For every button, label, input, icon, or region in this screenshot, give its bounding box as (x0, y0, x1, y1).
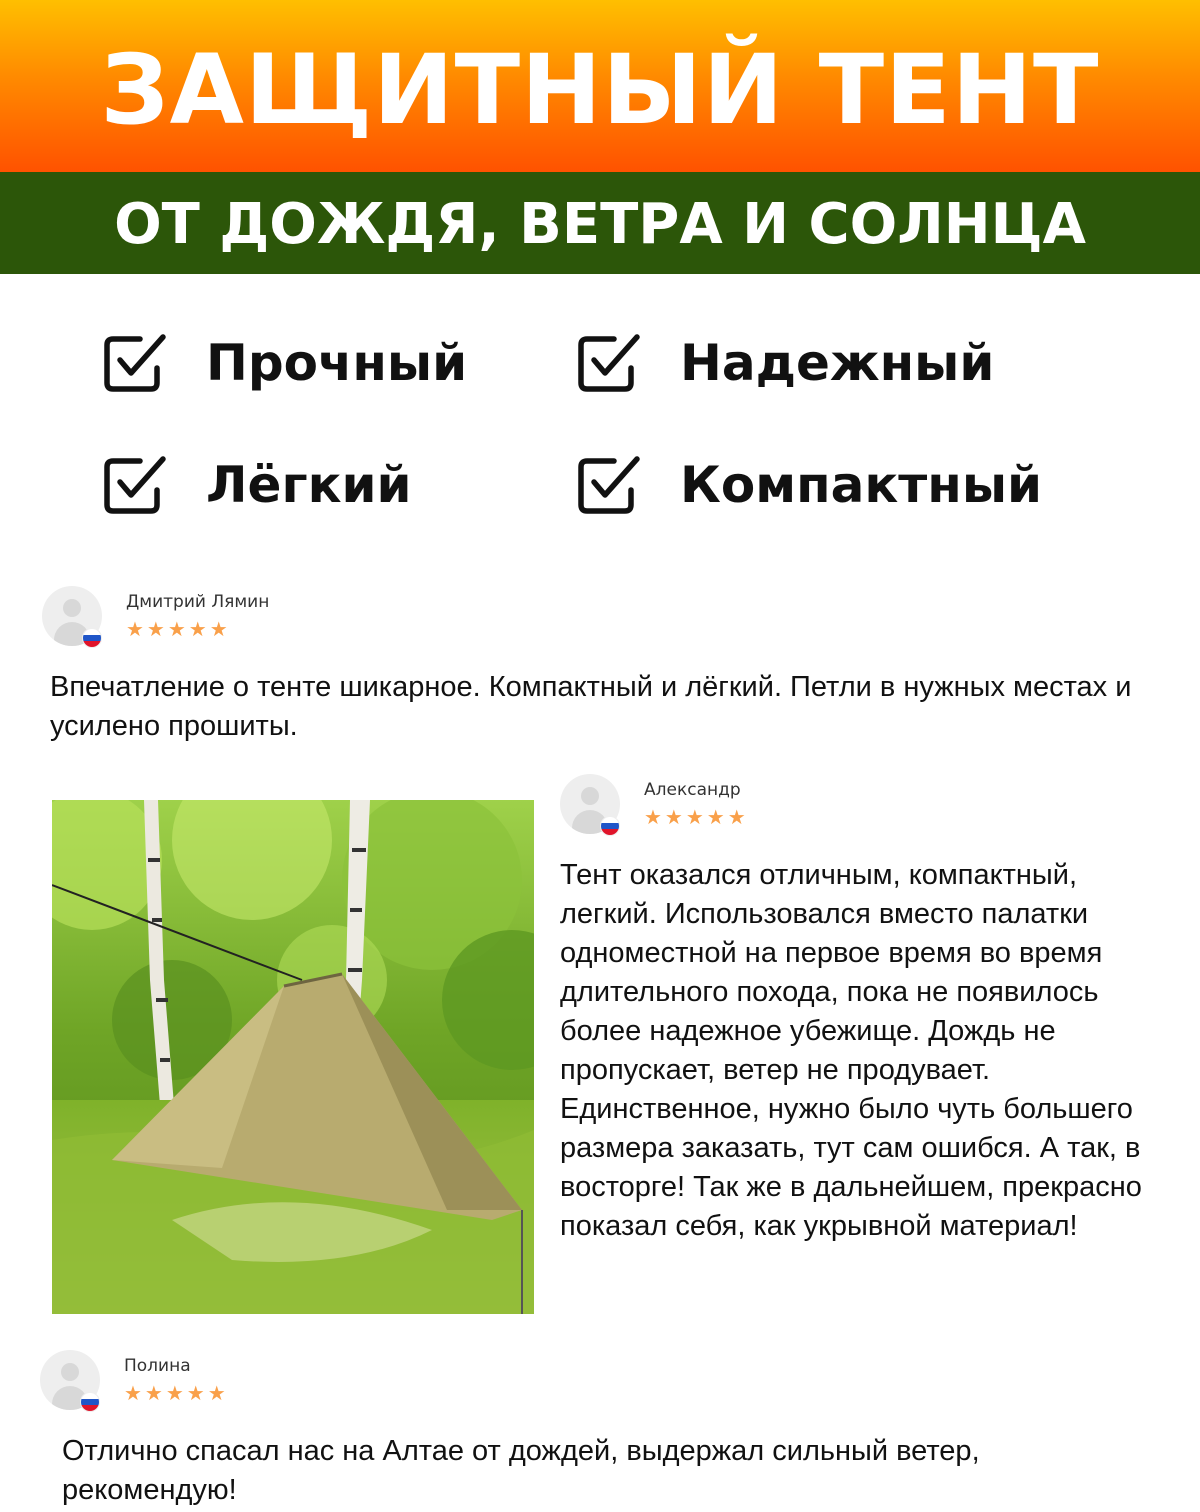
russia-flag-icon (82, 628, 102, 648)
feature-reliable (574, 330, 994, 396)
feature-compact (574, 452, 1042, 518)
russia-flag-icon (80, 1392, 100, 1412)
review-text: Впечатление о тенте шикарное. Компактный и лёгкий. Петли в нужных местах и усилено прошиты. (50, 671, 1132, 742)
feature-label: Лёгкий (206, 456, 412, 514)
subtitle-banner (0, 172, 1200, 274)
checkbox-check-icon (574, 452, 640, 518)
review-text: Отлично спасал нас на Алтае от дождей, выдержал сильный ветер, рекомендую! (62, 1435, 980, 1506)
russia-flag-icon (600, 816, 620, 836)
reviewer-name: Александр (644, 780, 741, 800)
star-rating: ★★★★★ (124, 1383, 229, 1405)
tent-photo (52, 800, 534, 1314)
banner-subtitle: ОТ ДОЖДЯ, ВЕТРА И СОЛНЦА (114, 192, 1086, 257)
checkbox-check-icon (100, 452, 166, 518)
reviewer-name: Полина (124, 1356, 191, 1376)
feature-label: Компактный (680, 456, 1043, 514)
feature-light (100, 452, 412, 518)
feature-durable (100, 330, 467, 396)
checkbox-check-icon (574, 330, 640, 396)
star-rating: ★★★★★ (126, 619, 231, 641)
tent-in-forest-image (52, 800, 534, 1314)
banner-title: ЗАЩИТНЫЙ ТЕНТ (100, 34, 1100, 146)
feature-label: Надежный (680, 334, 995, 392)
title-banner (0, 0, 1200, 172)
star-rating: ★★★★★ (644, 807, 749, 829)
review-text: Тент оказался отличным, компактный, легкий. Использовался вместо палатки одноместной на первое время во время длительного похода, пока не появилось более надежное убежище. Дождь не пропускает, ветер не продувает. Единственное, нужно было чуть большего размера заказать, тут сам ошибся. А так, в восторге! Так же в дальнейшем, прекрасно показал себя, как укрывной материал! (560, 859, 1142, 1242)
checkbox-check-icon (100, 330, 166, 396)
reviewer-name: Дмитрий Лямин (126, 592, 270, 612)
feature-label: Прочный (206, 334, 468, 392)
